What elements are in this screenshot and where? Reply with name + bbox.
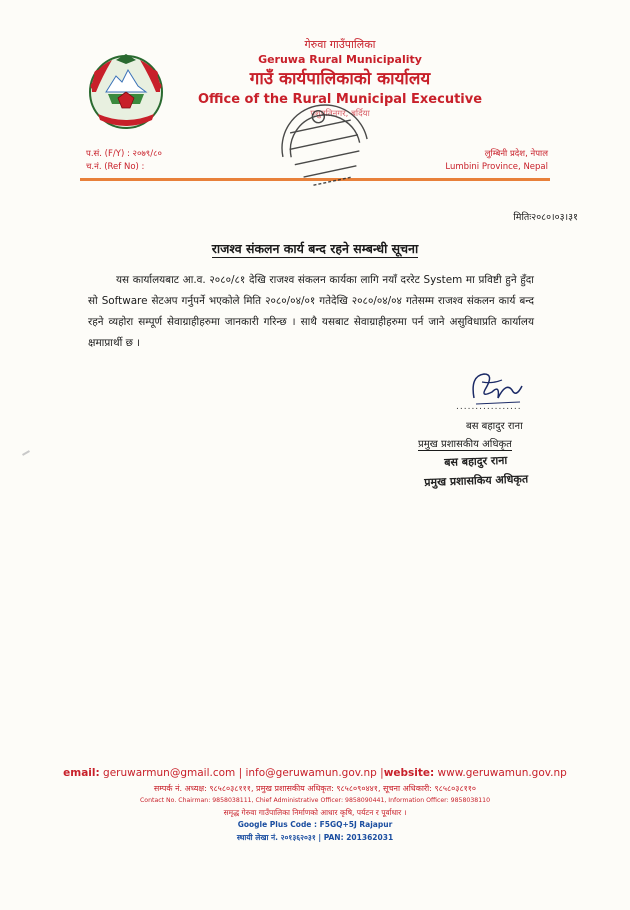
letter-date: मितिः२०८०।०३।३१ [513,212,578,223]
signatory-title-text: प्रमुख प्रशासकीय अधिकृत [418,439,512,450]
office-name-en: Office of the Rural Municipal Executive [197,92,483,107]
signature-line: ................. [456,402,522,412]
website-text: www.geruwamun.gov.np [434,767,567,779]
reference-block [86,148,162,174]
email-label: email: [63,767,100,779]
signatory-name: बस बहादुर राना [466,421,523,432]
signatory-title [418,436,512,450]
province-np: लुम्बिनी प्रदेश, नेपाल [484,149,548,159]
municipality-name-en: Geruwa Rural Municipality [258,53,422,66]
email-text: geruwarmun@gmail.com | info@geruwamun.gov.np | [99,767,384,779]
province-en: Lumbini Province, Nepal [445,162,548,172]
subject-line [0,238,630,257]
footer-google-code: Google Plus Code : F5GQ+5J Rajapur [237,820,393,829]
footer-contact-np: सम्पर्क नं. अध्यक्ष: ९८५८०३८१११, प्रमुख प्रशासकीय अधिकृत: ९८५८०९०४४१, सूचना अधिकारी: ९८५८०३८११० [153,784,477,793]
website-label: website: [383,767,435,779]
footer-email-line [0,766,630,780]
footer-motto: समृद्ध गेरुवा गाउँपालिका निर्माणको आधार कृषि, पर्यटन र पूर्वाधार । [223,808,407,817]
title-stamp: प्रमुख प्रशासकिय अधिकृत [424,472,529,489]
nepal-emblem-icon [82,52,170,134]
fiscal-year: प.सं. (F/Y) : २०७९/८० [86,149,162,159]
paper-mark [22,450,30,456]
office-stamp-icon [276,96,374,200]
office-name-np: गाउँ कार्यपालिकाको कार्यालय [249,69,431,89]
reference-number: च.नं. (Ref No) : [86,162,145,172]
footer-pan: स्थायी लेखा नं. २०१३६२०३१ | PAN: 201362031 [236,833,394,842]
notice-body: यस कार्यालयबाट आ.व. २०८०/८१ देखि राजश्व संकलन कार्यका लागि नयाँ दररेट System मा प्रविष्टी हुने हुँदा सो Software सेटअप गर्नुपर्ने भएकोले मिति २०८०/०४/०१ गतेदेखि २०८०/०४/०४ गतेसम्म राजश्व संकलन कार्य बन्द रहने व्यहोरा सम्पूर्ण सेवाग्राहीहरुमा जानकारी गरिन्छ । साथै यसबाट सेवाग्राहीहरुमा पर्न जाने असुविधाप्रति कार्यालय क्षमाप्रार्थी छ । [88,274,534,349]
office-address-faded: पशुपतिनगर, बर्दिया [310,109,370,119]
letter-footer [0,766,630,844]
province-block [445,148,548,174]
footer-contact-en: Contact No. Chairman: 9858038111, Chief Administrative Officer: 9858090441, Information Officer: 9858038110 [139,797,491,804]
name-stamp: बस बहादुर राना [444,453,508,469]
subject-text: राजश्व संकलन कार्य बन्द रहने सम्बन्धी सूचना [211,241,419,256]
municipality-name-np: गेरुवा गाउँपालिका [304,38,376,51]
